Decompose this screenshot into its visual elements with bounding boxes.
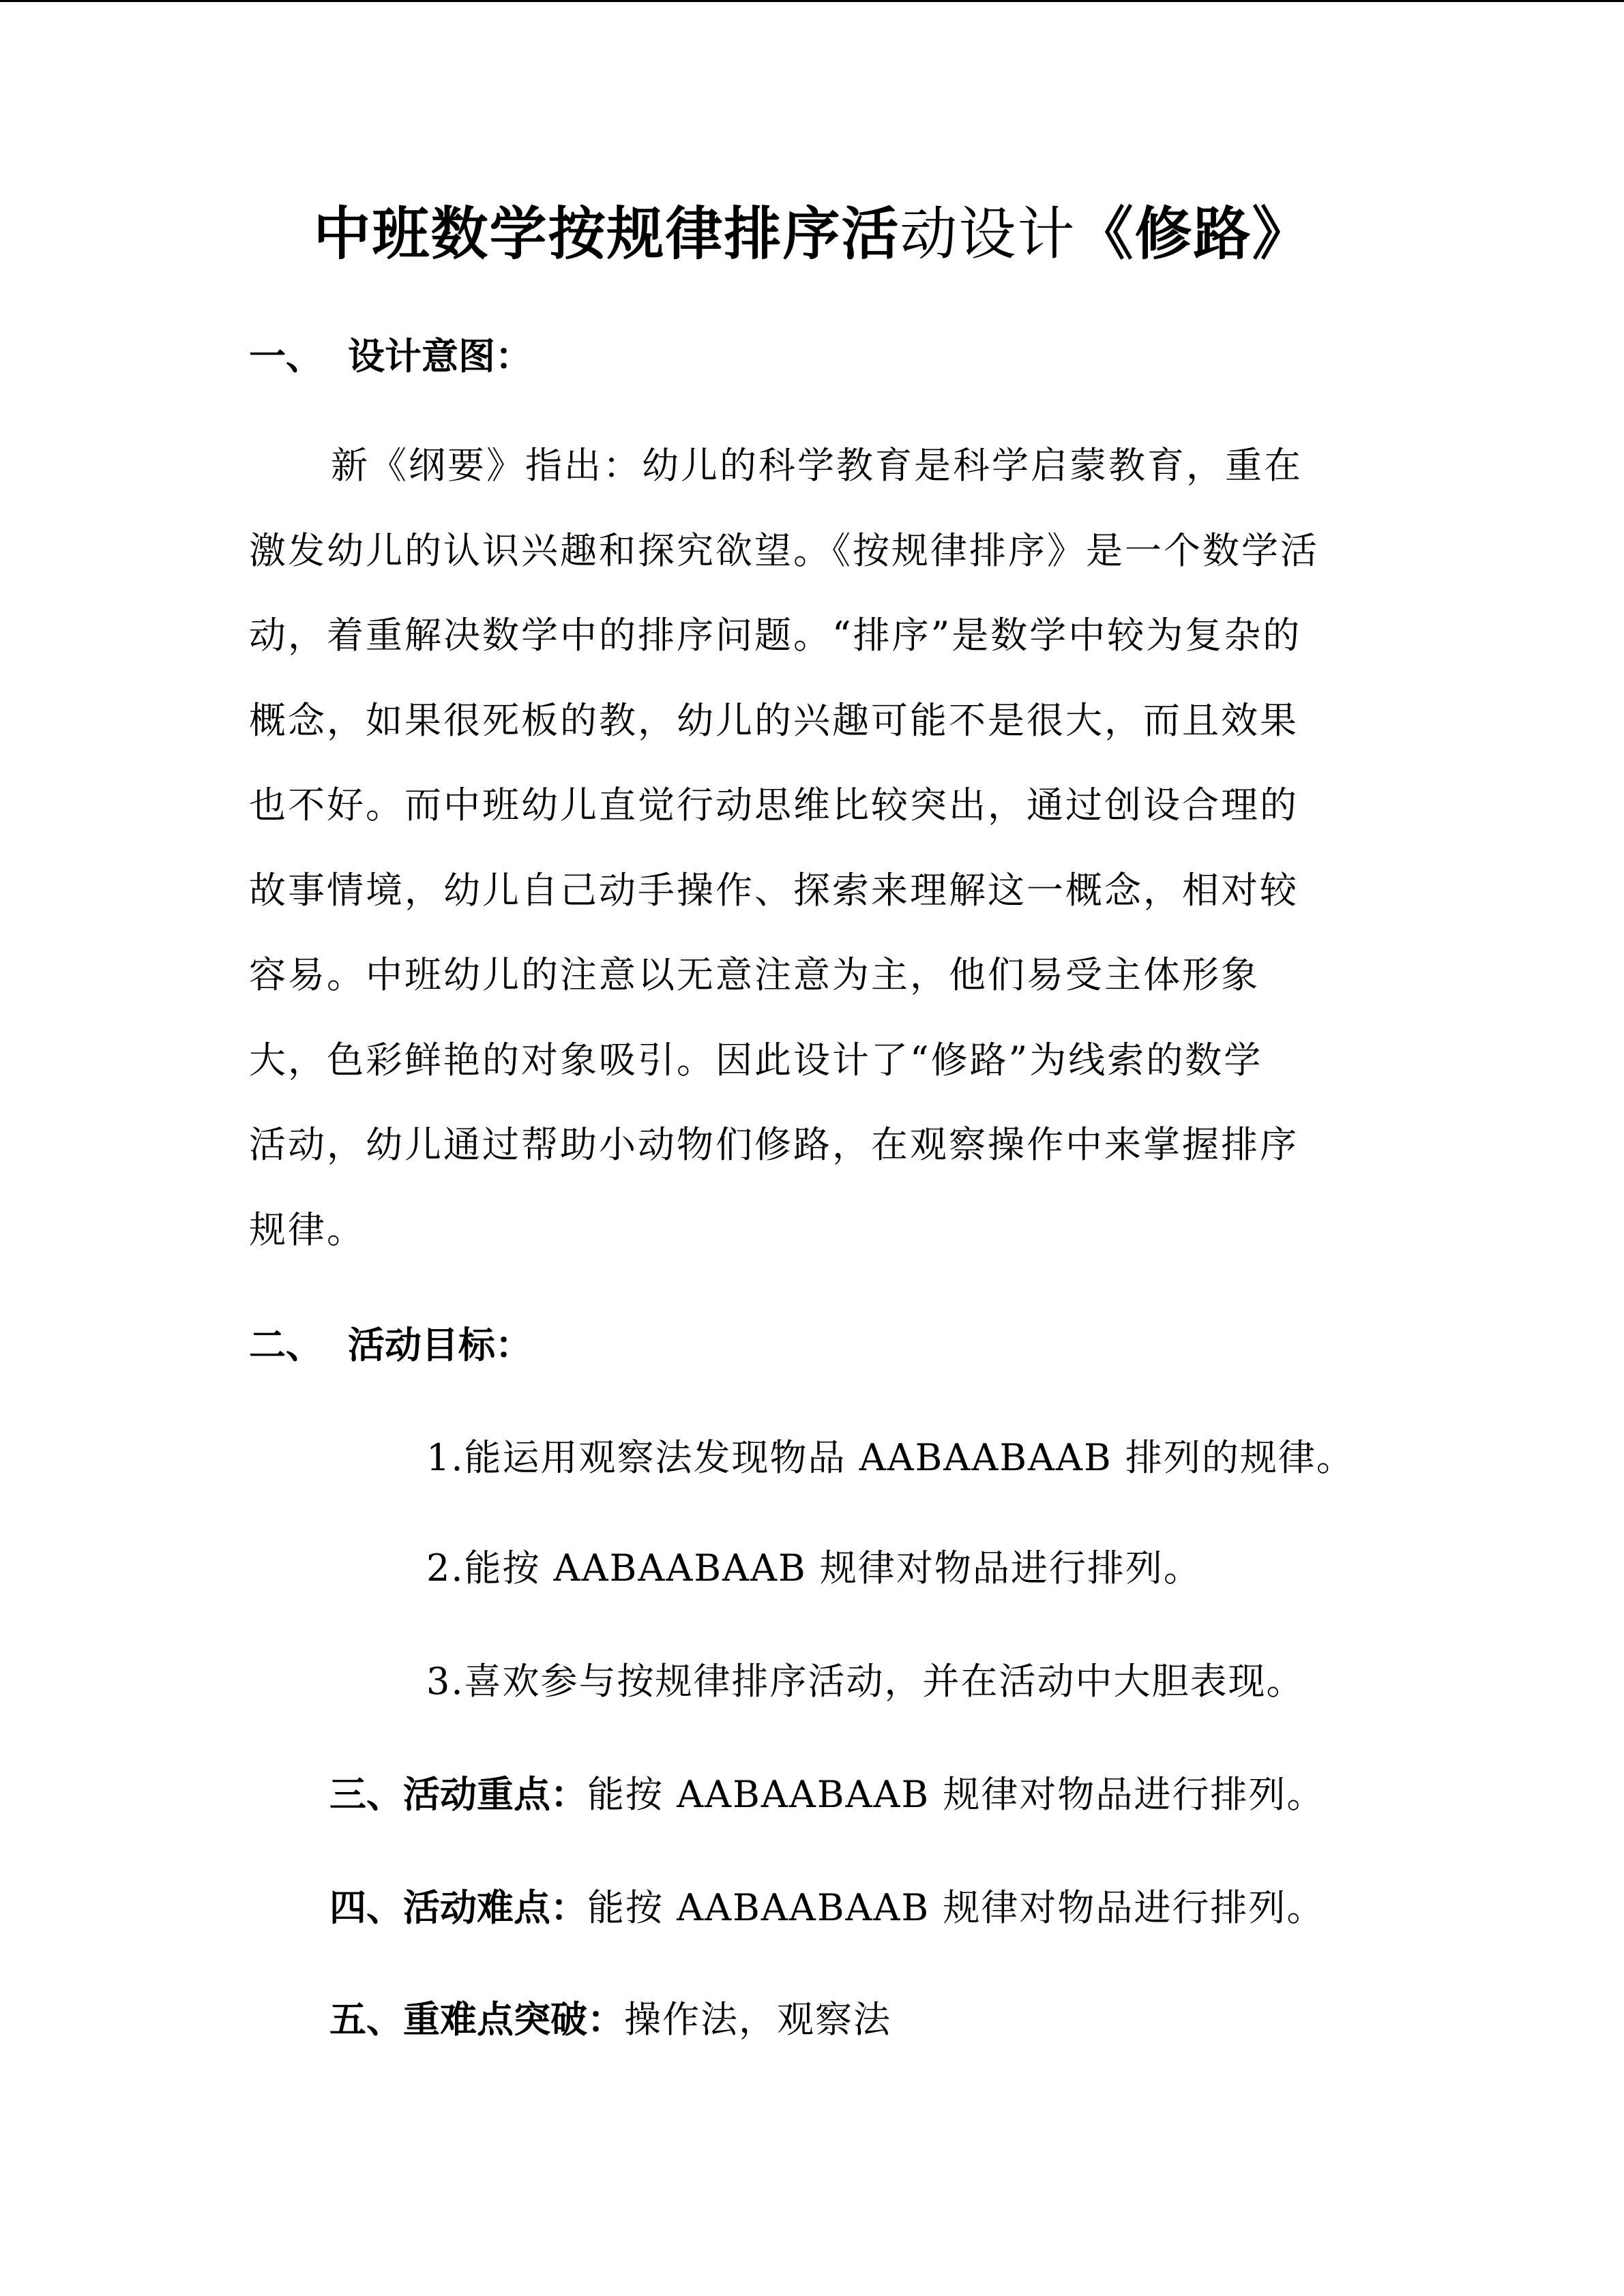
paragraph-line: 规律。 [249, 1208, 366, 1251]
breakthrough-label: 五、重难点突破： [329, 1998, 624, 2041]
paragraph-line: 动，着重解决数学中的排序问题。“排序”是数学中较为复杂的 [249, 614, 1302, 657]
paragraph-line: 激发幼儿的认识兴趣和探究欲望。《按规律排序》是一个数学活 [249, 528, 1319, 572]
breakthrough-value: 操作法，观察法 [624, 1998, 891, 2041]
paragraph-line: 新《纲要》指出：幼儿的科学教育是科学启蒙教育，重在 [331, 444, 1303, 487]
key-point-value: 能按 AABAABAAB 规律对物品进行排列。 [587, 1773, 1325, 1816]
title-part-mid: 规律排序活 [606, 200, 900, 267]
section-heading-text: 活动目标： [348, 1324, 532, 1367]
breakthrough-line [329, 1996, 891, 2044]
section-number: 二、 [249, 1324, 323, 1367]
goal-item-2: 2.能按 AABAABAAB 规律对物品进行排列。 [426, 1547, 1202, 1590]
title-part-end: 《修路》 [1076, 200, 1311, 267]
intent-paragraph [249, 423, 1381, 1272]
section-number: 一、 [249, 335, 323, 378]
goal-item-3: 3.喜欢参与按规律排序活动，并在活动中大胆表现。 [426, 1660, 1305, 1703]
difficulty-label: 四、活动难点： [329, 1886, 587, 1929]
paragraph-line: 也不好。而中班幼儿直觉行动思维比较突出，通过创设合理的 [249, 784, 1299, 826]
section-heading-goals [249, 1322, 532, 1369]
goal-item-1: 1.能运用观察法发现物品 AABAABAAB 排列的规律。 [426, 1436, 1355, 1479]
paragraph-line: 大，色彩鲜艳的对象吸引。因此设计了“修路”为线索的数学 [249, 1038, 1263, 1082]
key-point-label: 三、活动重点： [329, 1773, 587, 1816]
paragraph-line: 容易。中班幼儿的注意以无意注意为主，他们易受主体形象 [249, 953, 1260, 996]
document-title [0, 196, 1624, 271]
paragraph-line: 概念，如果很死板的教，幼儿的兴趣可能不是很大，而且效果 [249, 698, 1299, 742]
title-part-bold: 中班数学按 [313, 200, 607, 267]
difficulty-line [329, 1884, 1325, 1932]
section-heading-text: 设计意图： [348, 335, 532, 378]
section-heading-intent [249, 333, 532, 381]
paragraph-line: 活动，幼儿通过帮助小动物们修路，在观察操作中来掌握排序 [249, 1123, 1299, 1166]
key-point-line [329, 1771, 1325, 1819]
difficulty-value: 能按 AABAABAAB 规律对物品进行排列。 [587, 1886, 1325, 1929]
paragraph-line: 故事情境，幼儿自己动手操作、探索来理解这一概念，相对较 [249, 868, 1299, 912]
title-part-thin: 动设计 [900, 200, 1076, 267]
